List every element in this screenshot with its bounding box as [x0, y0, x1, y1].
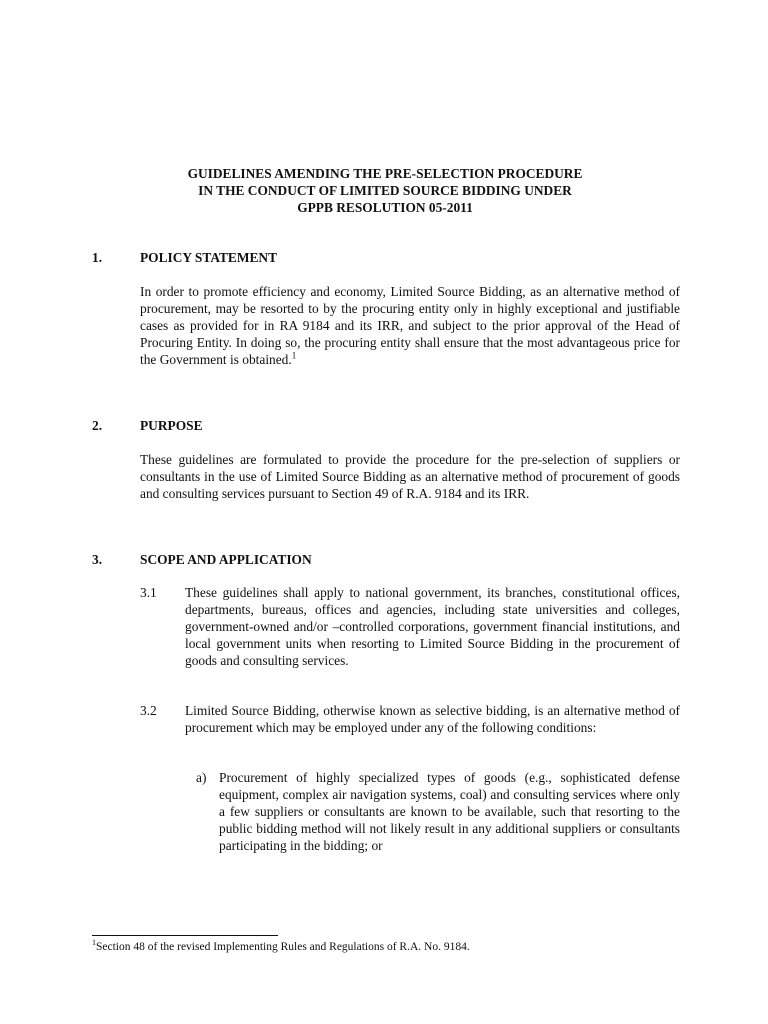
subsection-text: Limited Source Bidding, otherwise known as selective bidding, is an alternative method of procurement which may be employed under any of the following conditions:: [185, 703, 680, 735]
list-item-label: a): [196, 770, 207, 785]
section-1-paragraph: [140, 283, 680, 368]
section-title: SCOPE AND APPLICATION: [140, 552, 312, 567]
footnote: [92, 940, 470, 954]
section-title: POLICY STATEMENT: [140, 250, 278, 265]
section-number: 2.: [92, 418, 103, 433]
document-title: [140, 165, 630, 216]
section-title: PURPOSE: [140, 418, 203, 433]
paragraph-text: In order to promote efficiency and economy, Limited Source Bidding, as an alternative method of procurement, may be resorted to by the procuring entity only in highly exceptional and justifiable cases as provided for in RA 9184 and its IRR, and subject to the prior approval of the Head of Procuring Entity. In doing so, the procuring entity shall ensure that the most advantageous price for the Government is obtained.: [140, 284, 680, 367]
subsection-number: 3.2: [140, 703, 157, 718]
footnote-marker: 1: [92, 938, 96, 948]
title-line-1: GUIDELINES AMENDING THE PRE-SELECTION PROCEDURE: [187, 166, 583, 181]
section-number: 1.: [92, 250, 103, 265]
footnote-divider: [92, 935, 278, 936]
footnote-reference: 1: [291, 350, 297, 361]
title-line-2: IN THE CONDUCT OF LIMITED SOURCE BIDDING UNDER: [198, 183, 572, 198]
section-number: 3.: [92, 552, 103, 567]
subsection-text: These guidelines shall apply to national government, its branches, constitutional offices, departments, bureaus, offices and agencies, including state universities and colleges, government-owned and/or –controlled corporations, government financial institutions, and local government units when resorting to Limited Source Bidding in the procurement of goods and consulting services.: [185, 585, 680, 668]
section-2-paragraph: These guidelines are formulated to provide the procedure for the pre-selection of suppliers or consultants in the use of Limited Source Bidding as an alternative method of procurement of goods and consulting services pursuant to Section 49 of R.A. 9184 and its IRR.: [140, 452, 680, 501]
subsection-number: 3.1: [140, 585, 157, 600]
title-line-3: GPPB RESOLUTION 05-2011: [297, 200, 473, 215]
footnote-text: Section 48 of the revised Implementing Rules and Regulations of R.A. No. 9184.: [96, 941, 470, 953]
list-item-text: Procurement of highly specialized types of goods (e.g., sophisticated defense equipment, complex air navigation systems, coal) and consulting services where only a few suppliers or consultants are known to be available, such that resorting to the public bidding method will not likely result in any additional suppliers or consultants participating in the bidding; or: [219, 770, 680, 853]
